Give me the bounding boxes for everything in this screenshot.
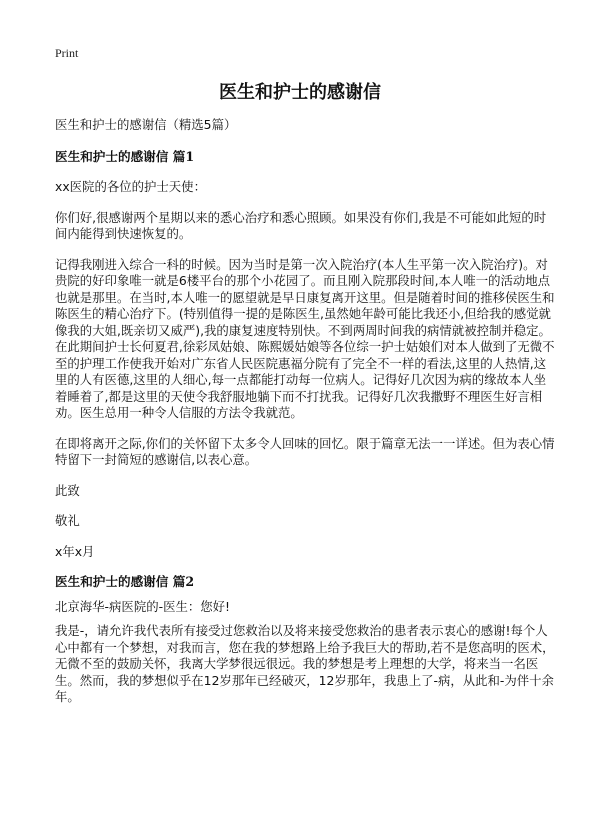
letter-paragraph-3: 在即将离开之际,你们的关怀留下太多令人回味的回忆。限于篇章无法一一详述。但为表心情特留下一封简短的感谢信,以表心意。 bbox=[55, 435, 555, 467]
letter-closing-1: 此致 bbox=[55, 482, 80, 498]
document-body bbox=[55, 117, 555, 720]
letter-paragraph-4: 我是-，请允许我代表所有接受过您救治以及将来接受您救治的患者表示衷心的感谢!每个人心中都有一个梦想，对我而言，您在我的梦想路上给予我巨大的帮助,若不是您高明的医术，无微不至的鼓励关怀，我离大学梦很远很远。我的梦想是考上理想的大学，将来当一名医生。然而，我的梦想似乎在12岁那年已经破灭，12岁那年，我患上了-病，从此和-为伴十余年。 bbox=[55, 623, 555, 704]
print-link[interactable]: Print bbox=[55, 46, 79, 60]
letter-greeting-2: 北京海华-病医院的-医生：您好! bbox=[55, 598, 230, 614]
letter-paragraph-2: 记得我刚进入综合一科的时候。因为当时是第一次入院治疗(本人生平第一次入院治疗)。对贵院的好印象唯一就是6楼平台的那个小花园了。而且刚入院那段时间,本人唯一的活动地点也就是那里。在当时,本人唯一的愿望就是早日康复离开这里。但是随着时间的推移侯医生和陈医生的精心治疗下。(特别值得一提的是陈医生,虽然她年龄可能比我还小,但给我的感觉就像我的大姐,既亲切又威严),我的康复速度特别快。不到两周时间我的病情就被控制并稳定。在此期间护士长何夏君,徐彩凤姑娘、陈熙媛姑娘等各位综一护士姑娘们对本人做到了无微不至的护理工作使我开始对广东省人民医院惠福分院有了完全不一样的看法,这里的人热情,这里的人有医德,这里的人细心,每一点都能打动每一位病人。记得好几次因为病的缘故本人坐着睡着了,都是这里的天使令我舒服地躺下而不打扰我。记得好几次我撒野不理医生好言相劝。医生总用一种令人信服的方法令我就范。 bbox=[55, 256, 555, 420]
document-subtitle: 医生和护士的感谢信（精选5篇） bbox=[55, 117, 237, 132]
letter-paragraph-1: 你们好,很感谢两个星期以来的悉心治疗和悉心照顾。如果没有你们,我是不可能如此短的时间内能得到快速恢复的。 bbox=[55, 209, 547, 241]
letter-date: x年x月 bbox=[55, 543, 95, 559]
section-heading-2: 医生和护士的感谢信 篇2 bbox=[55, 574, 195, 589]
letter-closing-2: 敬礼 bbox=[55, 513, 80, 528]
section-heading-1: 医生和护士的感谢信 篇1 bbox=[55, 148, 195, 164]
letter-greeting-1: xx医院的各位的护士天使： bbox=[55, 179, 206, 194]
page-title: 医生和护士的感谢信 bbox=[219, 82, 381, 103]
